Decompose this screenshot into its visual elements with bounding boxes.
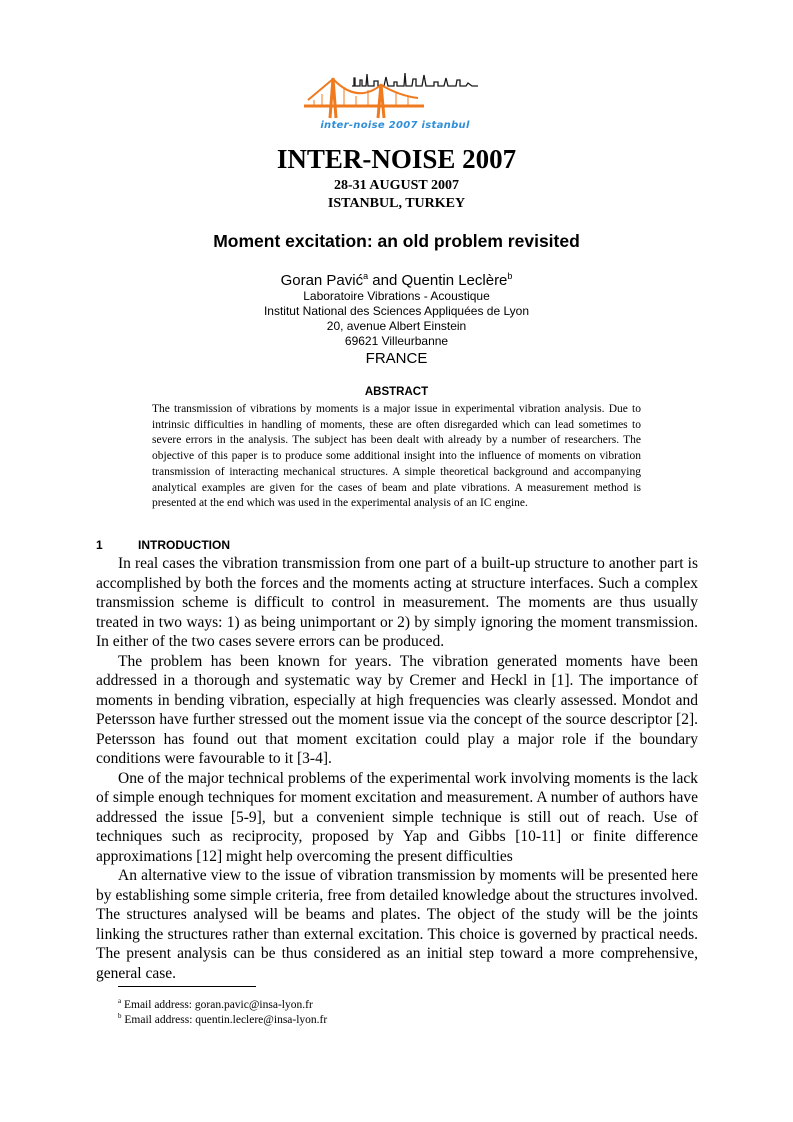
paper-title: Moment excitation: an old problem revisited	[213, 231, 580, 251]
bridge-skyline-icon	[300, 70, 490, 120]
paragraph: The problem has been known for years. The vibration generated moments have been addressed in a thorough and systematic way by Cremer and Heckl in [1]. The importance of moments in bending vibration, especially at high frequencies was clearly assessed. Mondot and Petersson have further stressed out the moment issue via the concept of the source descriptor [2]. Petersson has found out that moment excitation could play a major role if the boundary conditions were favourable to it [3-4].	[96, 652, 698, 767]
abstract-text: The transmission of vibrations by moments is a major issue in experimental vibration analysis. Due to intrinsic difficulties in handling of moments, these are often disregarded which can lead sometimes to severe errors in the analysis. The subject has been dealt with already by a number of researchers. The objective of this paper is to produce some additional insight into the influence of moments on vibration transmission of interacting mechanical structures. A simple theoretical background and accompanying analytical examples are given for the cases of beam and plate vibrations. A measurement method is presented at the end which was used in the experimental analysis of an IC engine.	[152, 403, 641, 510]
section-heading	[96, 537, 230, 553]
section-body	[96, 554, 698, 983]
conference-title: INTER-NOISE 2007	[276, 144, 517, 174]
footnote-mark: a	[118, 997, 122, 1005]
affiliation-line: 20, avenue Albert Einstein	[326, 319, 467, 333]
conference-location: ISTANBUL, TURKEY	[327, 196, 466, 211]
author-1-mark: a	[363, 271, 369, 281]
affiliation-line: Laboratoire Vibrations - Acoustique	[303, 289, 490, 303]
footnote-mark: b	[118, 1012, 122, 1020]
author-2-mark: b	[507, 271, 513, 281]
footnote-divider	[118, 986, 256, 987]
paragraph: An alternative view to the issue of vibration transmission by moments will be presented here by establishing some simple criteria, free from detailed knowledge about the structures involved. The structures analysed will be beams and plates. The object of the study will be the joints linking the structures rather than external excitation. This choice is governed by practical needs. The present analysis can be thus considered as an initial step toward a more comprehensive, general case.	[96, 867, 698, 982]
author-conjunction: and	[372, 272, 398, 289]
footnote-text: Email address: goran.pavic@insa-lyon.fr	[123, 998, 313, 1011]
author-line	[0, 266, 793, 291]
affiliation-country: FRANCE	[365, 350, 428, 367]
affiliation-line: Institut National des Sciences Appliquées de Lyon	[263, 304, 530, 318]
footnote-text: Email address: quentin.leclere@insa-lyon.fr	[124, 1013, 328, 1026]
section-number: 1	[96, 538, 103, 552]
section-title: INTRODUCTION	[138, 538, 230, 552]
logo-text: inter-noise 2007 istanbul	[320, 120, 470, 131]
affiliation-line: 69621 Villeurbanne	[344, 334, 449, 348]
conference-dates: 28-31 AUGUST 2007	[334, 178, 459, 193]
paragraph: One of the major technical problems of the experimental work involving moments is the lack of simple enough techniques for moment excitation and measurement. A number of authors have addressed the issue [5-9], but a convenient simple technique is still out of reach. Use of techniques such as reciprocity, proposed by Yap and Gibbs [10-11] or finite difference approximations [12] might help overcoming the present difficulties	[96, 769, 698, 865]
paragraph: In real cases the vibration transmission from one part of a built-up structure to another part is accomplished by both the forces and the moments acting at structure interfaces. Such a complex transmission scheme is difficult to control in measurement. The moments are thus usually treated in two ways: 1) as being unimportant or 2) by simply ignoring the moment transmission. In either of the two cases severe errors can be produced.	[96, 555, 698, 650]
abstract-heading: ABSTRACT	[364, 386, 429, 398]
conference-logo	[300, 70, 490, 134]
footnote	[118, 1009, 327, 1027]
author-2: Quentin Leclère	[401, 272, 508, 289]
author-1: Goran Pavić	[280, 272, 364, 289]
